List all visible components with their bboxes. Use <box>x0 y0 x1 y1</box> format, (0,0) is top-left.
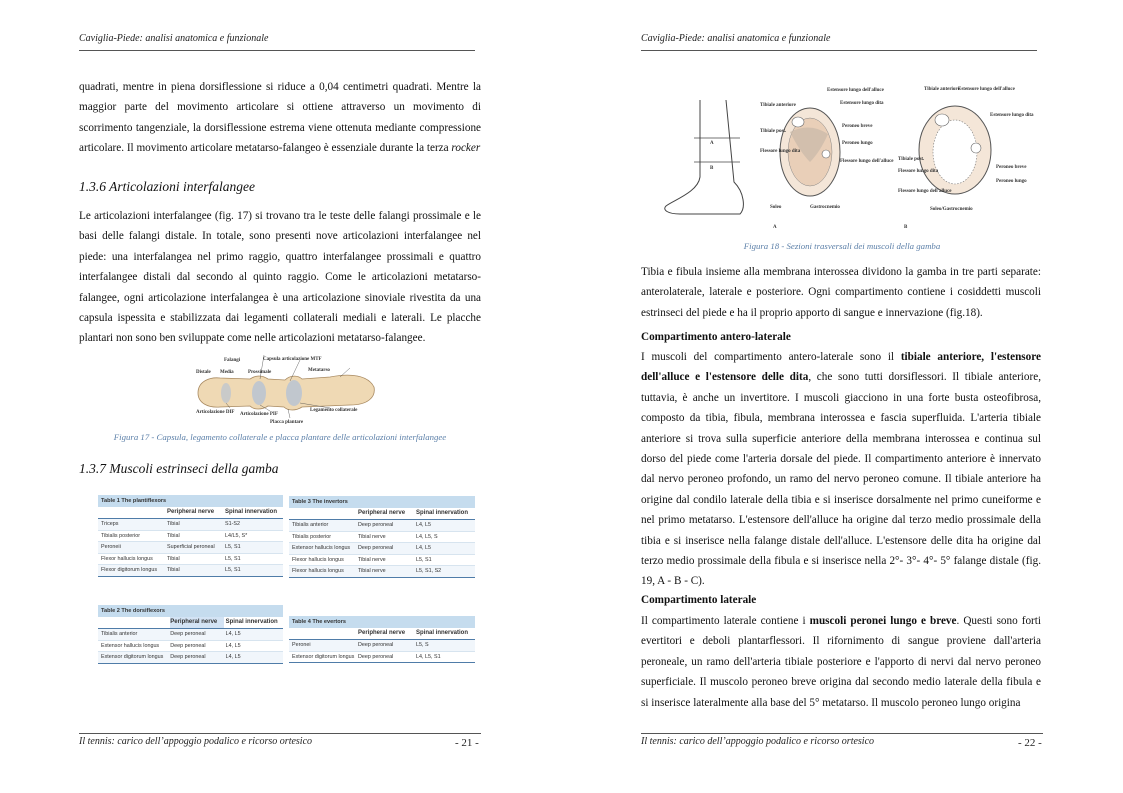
label-b-est-alluce: Estensore lungo dell'alluce <box>958 87 1015 92</box>
label-placca: Placca plantare <box>270 420 304 425</box>
figure-17-toe-diagram <box>190 353 380 425</box>
label-a-gastrocnemio: Gastrocnemio <box>810 205 840 210</box>
section-heading-interfalangee: 1.3.6 Articolazioni interfalangee <box>79 179 255 194</box>
label-b-tib-ant: Tibiale anteriore <box>924 87 960 92</box>
table-dorsiflexors <box>98 605 283 664</box>
label-a-peroneo-breve: Peroneo breve <box>842 124 873 129</box>
footer-rule <box>79 733 481 734</box>
label-legamento: Legamento collaterale <box>310 408 358 413</box>
label-b: B <box>904 225 908 230</box>
label-a-tib-ant: Tibiale anteriore <box>760 103 796 108</box>
footer-rule <box>641 733 1043 734</box>
page-number: - 21 - <box>455 737 479 749</box>
table-evertors <box>289 616 475 663</box>
subheading-laterale: Compartimento laterale <box>641 594 757 606</box>
label-falangi: Falangi <box>224 358 241 363</box>
table-row: Flexor hallucis longus Tibial L5, S1 <box>98 554 283 566</box>
table-row: Extensor digitorum longus Deep peroneal L4, L5 <box>98 652 283 664</box>
page-number: - 22 - <box>1018 737 1042 749</box>
label-a: A <box>773 225 777 230</box>
label-a-soleo: Soleo <box>770 205 782 210</box>
table-title: Table 4 The evertors <box>289 616 475 628</box>
table-plantiflexors <box>98 495 283 577</box>
toe-diagram <box>190 353 380 425</box>
label-a-tib-post: Tibiale post. <box>760 129 787 134</box>
label-a-fless-dita: Flessore lungo dita <box>760 149 801 154</box>
label-b-peroneo-lungo: Peroneo lungo <box>996 179 1027 184</box>
table-title: Table 1 The plantiflexors <box>98 495 283 507</box>
table-row: Peroneii Superficial peroneal L5, S1 <box>98 542 283 554</box>
section-heading-muscoli: 1.3.7 Muscoli estrinseci della gamba <box>79 461 279 476</box>
table-body <box>289 520 475 578</box>
running-footer: Il tennis: carico dell’appoggio podalico e ricorso ortesico <box>79 736 313 747</box>
label-dif: Articolazione DIF <box>196 410 235 415</box>
leg-cross-sections <box>660 82 1040 232</box>
right-page <box>562 0 1123 793</box>
figure-18-caption: Figura 18 - Sezioni trasversali dei muscoli della gamba <box>743 241 941 251</box>
label-b-peroneo-breve: Peroneo breve <box>996 165 1027 170</box>
header-rule <box>79 50 475 51</box>
label-b-est-dita: Estensore lungo dita <box>990 113 1034 118</box>
left-page <box>0 0 560 793</box>
table-header-row: Peripheral nerve Spinal innervation <box>289 508 475 520</box>
table-title: Table 2 The dorsiflexors <box>98 605 283 617</box>
subheading-antero-laterale: Compartimento antero-laterale <box>641 331 791 343</box>
label-a-line: A <box>710 141 714 146</box>
paragraph-continuation: quadrati, mentre in piena dorsiflessione si riduce a 0,04 centimetri quadrati. Mentre la maggior parte del movimento articolare si ottiene attraverso un movimento di scorrimento tangenziale, la dorsiflessione estrema viene ottenuta mediante compressione articolare. Il movimento articolare metatarso-falangeo è essenziale durante la terza rocker <box>79 81 481 155</box>
label-a-est-dita: Estensore lungo dita <box>840 101 884 106</box>
label-b-tib-post: Tibiale post. <box>898 157 925 162</box>
table-invertors <box>289 496 475 578</box>
label-pif: Articolazione PIF <box>240 412 278 417</box>
table-body <box>98 629 283 664</box>
label-b-fless-dita: Flessore lungo dita <box>898 169 939 174</box>
figure-18-leg-cross-sections <box>660 82 1040 232</box>
table-title: Table 3 The invertors <box>289 496 475 508</box>
label-b-soleo-gastro: Soleo/Gastrocnemio <box>930 207 973 212</box>
table-row: Flexor hallucis longus Tibial nerve L5, S1 <box>289 555 475 567</box>
table-header-row: Peripheral nerve Spinal innervation <box>98 617 283 629</box>
table-body <box>98 519 283 577</box>
paragraph-compartments: Tibia e fibula insieme alla membrana interossea dividono la gamba in tre parti separate: anterolaterale, laterale e posteriore. Ogni compartimento contiene i cosiddetti muscoli estrinseci del piede e ha il proprio apporto di sangue e innervazione (fig.18). <box>641 266 1041 319</box>
table-row: Extensor digitorum longus Deep peroneal L4, L5, S1 <box>289 652 475 664</box>
table-header-row: Peripheral nerve Spinal innervation <box>289 628 475 640</box>
label-a-fless-alluce: Flessore lungo dell'alluce <box>840 159 894 164</box>
label-prossimale: Prossimale <box>248 370 272 375</box>
running-header: Caviglia-Piede: analisi anatomica e funzionale <box>79 33 269 44</box>
paragraph-interfalangee: Le articolazioni interfalangee (fig. 17) si trovano tra le teste delle falangi prossimale e le basi delle falangi distale. In totale, sono presenti nove articolazioni interfalangee nel piede: una interfalangea nel primo raggio, quattro interfalangee prossimali e quattro interfalangee distali dal secondo al quinto raggio. Come le articolazioni metatarso-falangee, ogni articolazione interfalangea è una articolazione sinoviale rivestita da una capsula ispessita e stabilizzata dai legamenti collaterali mediali e laterali. Le placche plantari non sono ben sviluppate come nelle articolazioni metatarso-falangee. <box>79 210 481 345</box>
table-row: Peronei Deep peroneal L5, S <box>289 640 475 652</box>
table-row: Tibialis posterior Tibial nerve L4, L5, S <box>289 532 475 544</box>
header-rule <box>641 50 1037 51</box>
running-footer: Il tennis: carico dell’appoggio podalico e ricorso ortesico <box>641 736 875 747</box>
label-a-est-alluce: Estensore lungo dell'alluce <box>827 88 884 93</box>
table-row: Tibialis anterior Deep peroneal L4, L5 <box>289 520 475 532</box>
figure-17-caption: Figura 17 - Capsula, legamento collaterale e placca plantare delle articolazioni interfalangee <box>113 432 447 442</box>
label-a-peroneo-lungo: Peroneo lungo <box>842 141 873 146</box>
table-row: Flexor hallucis longus Tibial nerve L5, S1, S2 <box>289 566 475 578</box>
table-row: Triceps Tibial S1-S2 <box>98 519 283 531</box>
table-row: Extensor hallucis longus Deep peroneal L4, L5 <box>98 641 283 653</box>
table-body <box>289 640 475 663</box>
label-media: Media <box>220 370 234 375</box>
label-b-line: B <box>710 166 714 171</box>
label-metatarso: Metatarso <box>308 368 330 373</box>
paragraph-antero-laterale: I muscoli del compartimento antero-laterale sono il tibiale anteriore, l'estensore dell'alluce e l'estensore delle dita, che sono tutti dorsiflessori. Il tibiale anteriore, tuttavia, è anche un invertitore. I muscoli giacciono in una forte busta osteofibrosa, composto da tibia, fibula, membrana interossea e fascia superfluida. L'arteria tibiale anteriore si trova sulla superficie anteriore della membrana interossea e continua sul dorso del piede come l'arteria dorsale del piede. Il compartimento anteriore è innervato dal nervo peroneo profondo, un ramo del nervo peroneo comune. Il tibiale anteriore ha origine dal condilo laterale della tibia e si inserisce dorsalmente nel primo cuneiforme e nel primo metatarso. L'estensore dell'alluce ha origine dal terzo medio prossimale della tibia e si inserisce nella falange distale dell'alluce. L'estensore delle dita ha origine dal terzo medio prossimale della fibula e si inserisce nella 2°- 3°- 4°- 5° falange distale (fig. 19, A - B - C). <box>641 351 1041 588</box>
running-header: Caviglia-Piede: analisi anatomica e funzionale <box>641 33 831 44</box>
label-b-fless-alluce: Flessore lungo dell'alluce <box>898 189 952 194</box>
label-distale: Distale <box>196 370 211 375</box>
table-row: Tibialis posterior Tibial L4/L5, S* <box>98 531 283 543</box>
table-header-row: Peripheral nerve Spinal innervation <box>98 507 283 519</box>
table-row: Flexor digitorum longus Tibial L5, S1 <box>98 565 283 577</box>
label-capsula: Capsula articolazione MTF <box>263 357 322 362</box>
table-row: Extensor hallucis longus Deep peroneal L4, L5 <box>289 543 475 555</box>
paragraph-laterale: Il compartimento laterale contiene i muscoli peronei lungo e breve. Questi sono forti evertitori e deboli plantarflessori. Il rifornimento di sangue proviene dall'arteria peroneale, un ramo dell'arteria tibiale posteriore e l'apporto di nervi dal nervo peroneo superficiale. Il muscolo peroneo breve origina dal secondo medio laterale della fibula e si inserisce lateralmente alla base del 5° metatarso. Il muscolo peroneo lungo origina <box>641 615 1041 709</box>
table-row: Tibialis anterior Deep peroneal L4, L5 <box>98 629 283 641</box>
